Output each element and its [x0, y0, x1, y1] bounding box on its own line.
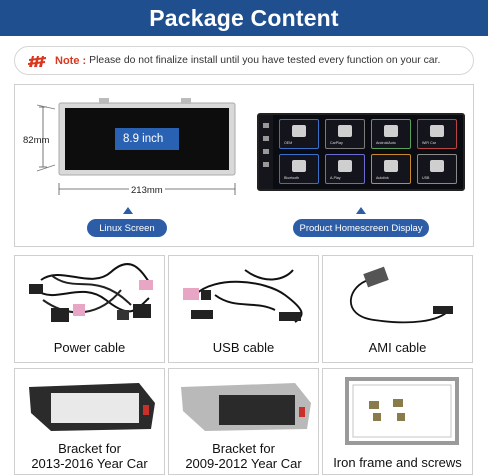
- homescreen-tile-icon: [292, 160, 306, 172]
- homescreen-tile-label: WiFi Car: [422, 141, 436, 145]
- bracket-2009-2012-label-line1: Bracket for: [212, 441, 275, 456]
- homescreen-tile-icon: [384, 125, 398, 137]
- homescreen-caption-arrow: [356, 207, 366, 214]
- screen-panel: [14, 84, 474, 247]
- homescreen-tile-label: Bluetooth: [284, 176, 300, 180]
- ami-cable-label: AMI cable: [368, 340, 427, 355]
- screen-caption-arrow: [123, 207, 133, 214]
- usb-cable-image: [175, 260, 315, 332]
- screen-height-label: 82mm: [23, 135, 50, 146]
- homescreen-tile[interactable]: [279, 154, 319, 184]
- usb-cable-label: USB cable: [212, 340, 275, 355]
- item-iron-frame: [322, 368, 473, 475]
- bracket-2013-2016-label-line2: 2013-2016 Year Car: [31, 456, 148, 471]
- homescreen-tile[interactable]: [325, 119, 365, 149]
- homescreen-tile-grid: [279, 119, 461, 187]
- homescreen-tile[interactable]: [371, 119, 411, 149]
- homescreen-tile-icon: [384, 160, 398, 172]
- page-title: Package Content: [149, 4, 339, 31]
- homescreen-tile-icon: [292, 125, 306, 137]
- homescreen-tile[interactable]: [371, 154, 411, 184]
- homescreen-sidebar: [259, 115, 273, 189]
- screen-caption: Linux Screen: [87, 219, 167, 237]
- header-banner: [0, 0, 488, 36]
- warning-icon: [27, 53, 49, 69]
- homescreen-tile-label: A-Play: [330, 176, 341, 180]
- note-label: Note :: [55, 54, 87, 67]
- homescreen-tile-icon: [430, 160, 444, 172]
- homescreen-tile[interactable]: [417, 119, 457, 149]
- item-bracket-2013-2016: [14, 368, 165, 475]
- homescreen-display: [257, 113, 465, 191]
- note-text: Please do not finalize install until you have tested every function on your car.: [89, 55, 441, 66]
- bracket-2009-2012-label-line2: 2009-2012 Year Car: [185, 456, 302, 471]
- bracket-2013-2016-image: [21, 373, 161, 437]
- bracket-2009-2012-image: [175, 373, 315, 437]
- homescreen-tile-icon: [338, 125, 352, 137]
- homescreen-tile-icon: [338, 160, 352, 172]
- iron-frame-label: Iron frame and screws: [333, 455, 462, 470]
- item-power-cable: [14, 255, 165, 363]
- homescreen-tile[interactable]: [417, 154, 457, 184]
- screen-width-label: 213mm: [131, 185, 163, 196]
- homescreen-tile-label: Autolink: [376, 176, 389, 180]
- homescreen-tile[interactable]: [325, 154, 365, 184]
- homescreen-tile-label: USB: [422, 176, 430, 180]
- power-cable-image: [21, 260, 161, 332]
- bracket-2013-2016-label-line1: Bracket for: [58, 441, 121, 456]
- ami-cable-image: [329, 260, 469, 332]
- item-usb-cable: [168, 255, 319, 363]
- power-cable-label: Power cable: [53, 340, 126, 355]
- homescreen-tile-label: CarPlay: [330, 141, 343, 145]
- screen-size-label: 8.9 inch: [123, 133, 164, 145]
- note-bar: [14, 46, 474, 75]
- item-bracket-2009-2012: [168, 368, 319, 475]
- homescreen-tile-label: AndroidAuto: [376, 141, 396, 145]
- homescreen-tile-label: OEM: [284, 141, 293, 145]
- item-ami-cable: [322, 255, 473, 363]
- homescreen-tile-icon: [430, 125, 444, 137]
- homescreen-caption: Product Homescreen Display: [293, 219, 429, 237]
- iron-frame-image: [329, 373, 469, 445]
- homescreen-tile[interactable]: [279, 119, 319, 149]
